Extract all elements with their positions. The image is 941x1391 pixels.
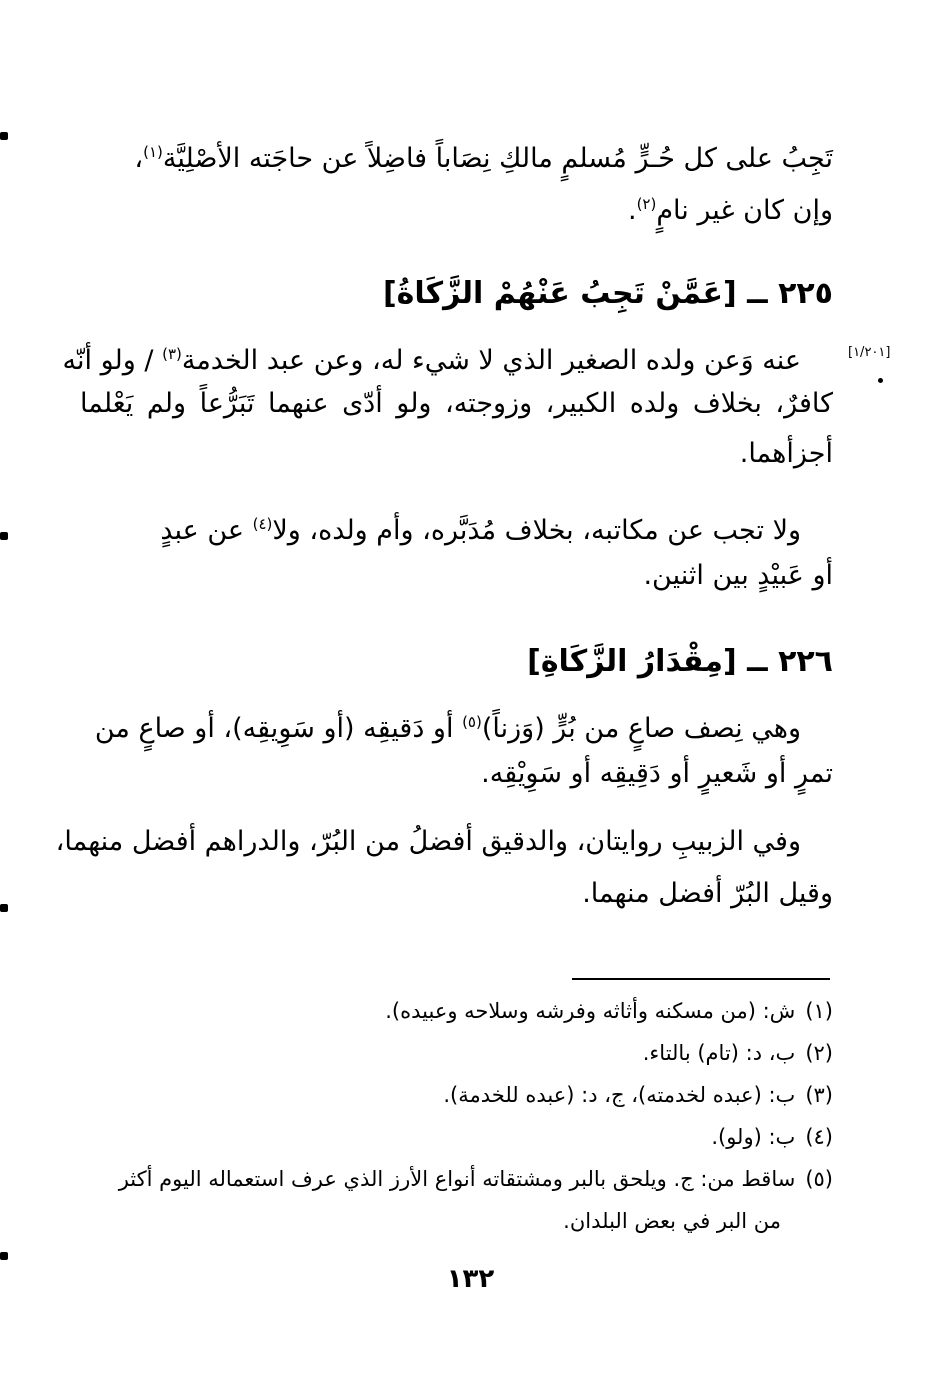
margin-dot bbox=[878, 378, 883, 383]
footnote-ref-1[interactable]: (١) bbox=[143, 143, 163, 161]
footnote-text: ب: (عبده لخدمته)، ج، د: (عبده للخدمة). bbox=[443, 1083, 796, 1107]
section-heading-225: ٢٢٥ ــ [عَمَّنْ تَجِبُ عَنْهُمْ الزَّكَاةُ] bbox=[382, 276, 833, 311]
scan-edge-mark bbox=[0, 532, 8, 540]
paragraph-3-line-1: ولا تجب عن مكاتبه، بخلاف مُدَبَّره، وأم ولده، ولا$^{(٤)}$ عن عبدٍ bbox=[160, 515, 801, 546]
footnote-5 bbox=[80, 1162, 833, 1196]
footnote-ref-3[interactable]: (٣) bbox=[162, 345, 182, 363]
paragraph-2-line-3: أجزأهما. bbox=[739, 438, 833, 469]
footnote-3 bbox=[80, 1078, 833, 1112]
footnote-number: (٥) bbox=[805, 1167, 833, 1191]
page-number: ١٣٢ bbox=[446, 1264, 495, 1294]
footnote-separator bbox=[572, 978, 830, 980]
paragraph-2-line-1: عنه وَعن ولده الصغير الذي لا شيء له، وعن عبد الخدمة$^{(٣)}$ / ولو أنّه bbox=[62, 345, 801, 376]
footnote-text: ب: (ولو). bbox=[711, 1125, 796, 1149]
paragraph-5-line-1: وفي الزبيبِ روايتان، والدقيق أفضلُ من البُرّ، والدراهم أفضل منهما، bbox=[55, 826, 801, 857]
footnote-text: ساقط من: ج. ويلحق بالبر ومشتقاته أنواع الأرز الذي عرف استعماله اليوم أكثر bbox=[118, 1167, 796, 1191]
footnote-ref-2[interactable]: (٢) bbox=[636, 195, 657, 213]
section-heading-226: ٢٢٦ ــ [مِقْدَارُ الزَّكَاةِ] bbox=[527, 644, 833, 679]
footnote-text: ش: (من مسكنه وأثاثه وفرشه وسلاحه وعبيده). bbox=[385, 999, 796, 1023]
footnote-2 bbox=[80, 1036, 833, 1070]
paragraph-2-line-2: كافرٌ، بخلاف ولده الكبير، وزوجته، ولو أدّى عنهما تَبَرُّعاً ولم يَعْلما bbox=[80, 388, 833, 419]
paragraph-4-line-2: تمرٍ أو شَعيرٍ أو دَقِيقِه أو سَوِيْقِه. bbox=[481, 758, 833, 789]
footnote-number: (٢) bbox=[805, 1041, 833, 1065]
paragraph-5-line-2: وقيل البُرّ أفضل منهما. bbox=[582, 878, 833, 909]
scan-edge-mark bbox=[0, 904, 8, 912]
footnote-1 bbox=[80, 994, 833, 1028]
footnote-ref-5[interactable]: (٥) bbox=[462, 713, 482, 731]
footnote-number: (٤) bbox=[805, 1125, 833, 1149]
footnote-4 bbox=[80, 1120, 833, 1154]
scan-edge-mark bbox=[0, 132, 8, 140]
footnote-number: (٣) bbox=[805, 1083, 833, 1107]
footnote-text: ب، د: (تام) بالتاء. bbox=[642, 1041, 796, 1065]
footnote-ref-4[interactable]: (٤) bbox=[252, 515, 273, 533]
paragraph-1-line-2: وإن كان غير نامٍ$^{(٢)}$. bbox=[627, 195, 833, 226]
paragraph-3-line-2: أو عَبيْدٍ بين اثنين. bbox=[643, 560, 833, 591]
paragraph-4-line-1: وهي نِصف صاعٍ من بُرٍّ (وَزناً)$^{(٥)}$ أو دَقيقِه (أو سَوِيقِه)، أو صاعٍ من bbox=[94, 713, 801, 744]
footnote-number: (١) bbox=[805, 999, 833, 1023]
margin-reference: [١/٢٠١] bbox=[848, 345, 891, 360]
footnote-5-continuation: من البر في بعض البلدان. bbox=[563, 1209, 781, 1233]
scan-edge-mark bbox=[0, 1252, 8, 1260]
paragraph-1-line-1: تَجِبُ على كل حُـرٍّ مُسلمٍ مالكِ نِصَاباً فاضِلاً عن حاجَته الأصْلِيَّة$^{(١)}$، bbox=[134, 143, 833, 174]
